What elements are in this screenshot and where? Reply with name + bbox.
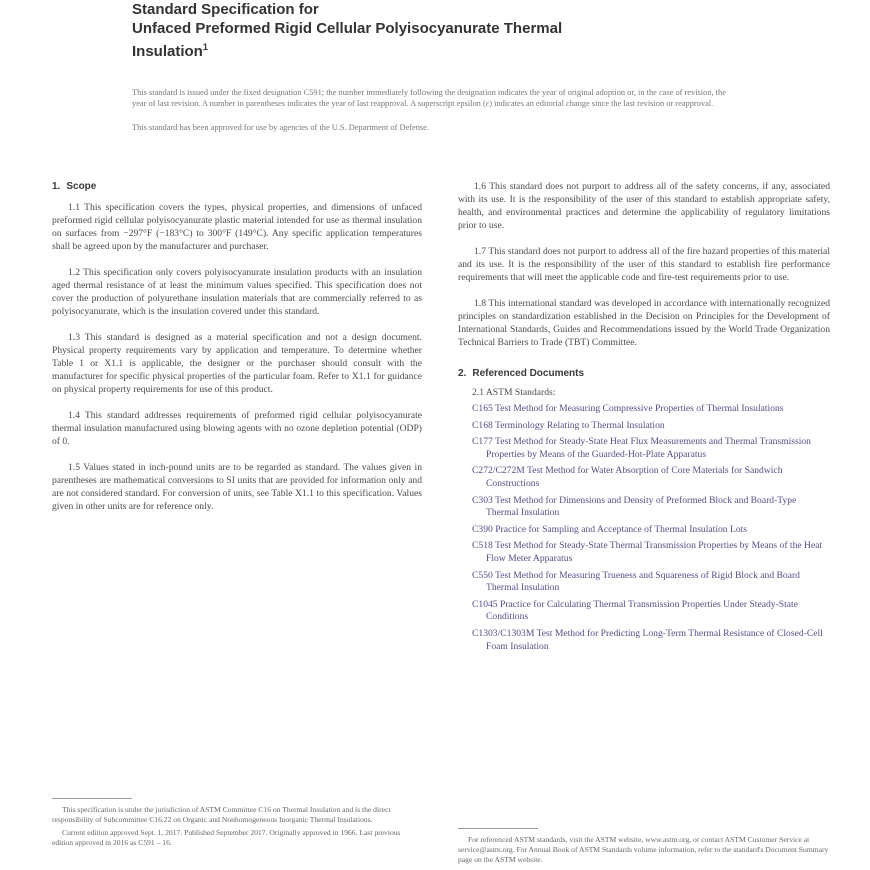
reference-item[interactable]: [472, 436, 830, 461]
title-block: [132, 0, 772, 61]
reference-link[interactable]: C550 Test Method for Measuring Trueness and Squareness of Rigid Block and Board Thermal Insulation: [472, 569, 800, 594]
reference-item[interactable]: [472, 628, 830, 653]
title-superscript: 1: [202, 42, 208, 52]
scope-paragraph: 1.7 This standard does not purport to address all of the fire hazard properties of this material and its use. It is the responsibility of the user of this standard to establish fire performance requirements that will meet the applicable code and fire-test requirements prior to use.: [458, 246, 830, 283]
scope-paragraph: 1.4 This standard addresses requirements of preformed rigid cellular polyisocyanurate thermal insulation manufactured using blowing agents with no ozone depletion potential (ODP) of 0.: [52, 410, 422, 447]
standard-note: This standard is issued under the fixed designation C591; the number immediately following the designation indicates the year of original adoption or, in the case of revision, the year of last revision. A number in parentheses indicates the year of last reapproval. A superscript epsilon (ε) indicates an editorial change since the last revision or reapproval.: [132, 88, 726, 108]
footnote-divider: [52, 798, 132, 799]
footnote: Current edition approved Sept. 1, 2017. Published September 2017. Originally approved in 1966. Last previous edition approved in 2016 as C591 – 16.: [52, 828, 401, 847]
preamble: [132, 88, 742, 134]
references-section-number: 2.: [458, 368, 467, 379]
reference-link[interactable]: C272/C272M Test Method for Water Absorption of Core Materials for Sandwich Constructions: [472, 465, 783, 489]
reference-item[interactable]: [472, 420, 830, 433]
reference-link[interactable]: C168 Terminology Relating to Thermal Insulation: [472, 419, 665, 431]
references-section-title: Referenced Documents: [472, 368, 585, 379]
title-line-2: Unfaced Preformed Rigid Cellular Polyisocyanurate Thermal: [132, 20, 563, 37]
reference-item[interactable]: [472, 495, 830, 520]
scope-paragraph: 1.5 Values stated in inch-pound units are to be regarded as standard. The values given in parentheses are mathematical conversions to SI units that are provided for information only and are not considered standard. For conversion of units, see Table X1.1 to this specification. Values given in other units are for reference only.: [52, 462, 422, 512]
left-column: [52, 180, 422, 526]
scope-heading: [52, 180, 422, 193]
dod-note: This standard has been approved for use by agencies of the U.S. Department of Defense.: [132, 123, 429, 132]
footnote: This specification is under the jurisdiction of ASTM Committee C16 on Thermal Insulation and is the direct responsibility of Subcommittee C16.22 on Organic and Nonhomogeneous Inorganic Thermal Insulations.: [52, 805, 391, 824]
referenced-documents-heading: [458, 367, 830, 380]
reference-item[interactable]: [472, 570, 830, 595]
reference-item[interactable]: [472, 599, 830, 624]
footnotes-right: [458, 828, 830, 868]
reference-item[interactable]: [472, 403, 830, 416]
reference-list: [458, 403, 830, 653]
reference-link[interactable]: C518 Test Method for Steady-State Thermal Transmission Properties by Means of the Heat Flow Meter Apparatus: [472, 540, 823, 564]
scope-paragraph: 1.3 This standard is designed as a material specification and not a design document. Physical property requirements vary by application and temperature. To determine whether Table 1 or X1.1 is applicable, the designer or the purchaser should consult with the manufacturer for specific physical properties of the particular foam. Refer to X1.1 for guidance on physical property requirements for use of this product.: [52, 332, 422, 395]
scope-paragraph: 1.6 This standard does not purport to address all of the safety concerns, if any, associated with its use. It is the responsibility of the user of this standard to establish appropriate safety, health, and environmental practices and determine the applicability of regulatory limitations prior to use.: [458, 181, 830, 231]
references-subheading: 2.1 ASTM Standards:: [472, 387, 556, 398]
scope-section-title: Scope: [66, 181, 97, 192]
title-line-3-text: Insulation: [132, 43, 203, 60]
title-line-1: Standard Specification for: [132, 1, 319, 18]
footnote-divider: [458, 828, 538, 829]
scope-paragraph: 1.2 This specification only covers polyisocyanurate insulation products with an insulation aged thermal resistance of at least the minimum values specified. This specification does not cover the production of polyurethane insulation materials that are commercially referred to as polyisocyanurate, which is the insulation covered under this standard.: [52, 267, 422, 317]
reference-link[interactable]: C177 Test Method for Steady-State Heat Flux Measurements and Thermal Transmission Properties by Means of the Guarded-Hot-Plate Apparatus: [472, 436, 811, 460]
reference-link[interactable]: C165 Test Method for Measuring Compressive Properties of Thermal Insulations: [472, 403, 784, 414]
reference-link[interactable]: C1303/C1303M Test Method for Predicting Long-Term Thermal Resistance of Closed-Cell Foam Insulation: [472, 627, 823, 652]
footnote: For referenced ASTM standards, visit the ASTM website, www.astm.org, or contact ASTM Customer Service at service@astm.org. For Annual Book of ASTM Standards volume information, refer to the standard's Document Summary page on the ASTM website.: [458, 835, 829, 864]
footnotes-left: [52, 798, 422, 851]
scope-section-number: 1.: [52, 181, 61, 192]
scope-paragraph: 1.8 This international standard was developed in accordance with internationally recognized principles on standardization established in the Decision on Principles for the Development of International Standards, Guides and Recommendations issued by the World Trade Organization Technical Barriers to Trade (TBT) Committee.: [458, 298, 830, 348]
reference-link[interactable]: C1045 Practice for Calculating Thermal Transmission Properties Under Steady-State Conditions: [472, 598, 798, 623]
reference-link[interactable]: C390 Practice for Sampling and Acceptance of Thermal Insulation Lots: [472, 523, 748, 535]
title-line-3: [132, 38, 772, 61]
reference-link[interactable]: C303 Test Method for Dimensions and Density of Preformed Block and Board-Type Thermal Insulation: [472, 494, 797, 519]
scope-paragraph: 1.1 This specification covers the types, physical properties, and dimensions of unfaced preformed rigid cellular polyisocyanurate plastic material intended for use as thermal insulation on surfaces from −297°F (−183°C) to 300°F (149°C). Any specific application temperatures shall be agreed upon by the manufacturer and purchaser.: [52, 202, 422, 252]
reference-item[interactable]: [472, 540, 830, 565]
right-column: [458, 180, 830, 657]
reference-item[interactable]: [472, 524, 830, 537]
reference-item[interactable]: [472, 465, 830, 490]
